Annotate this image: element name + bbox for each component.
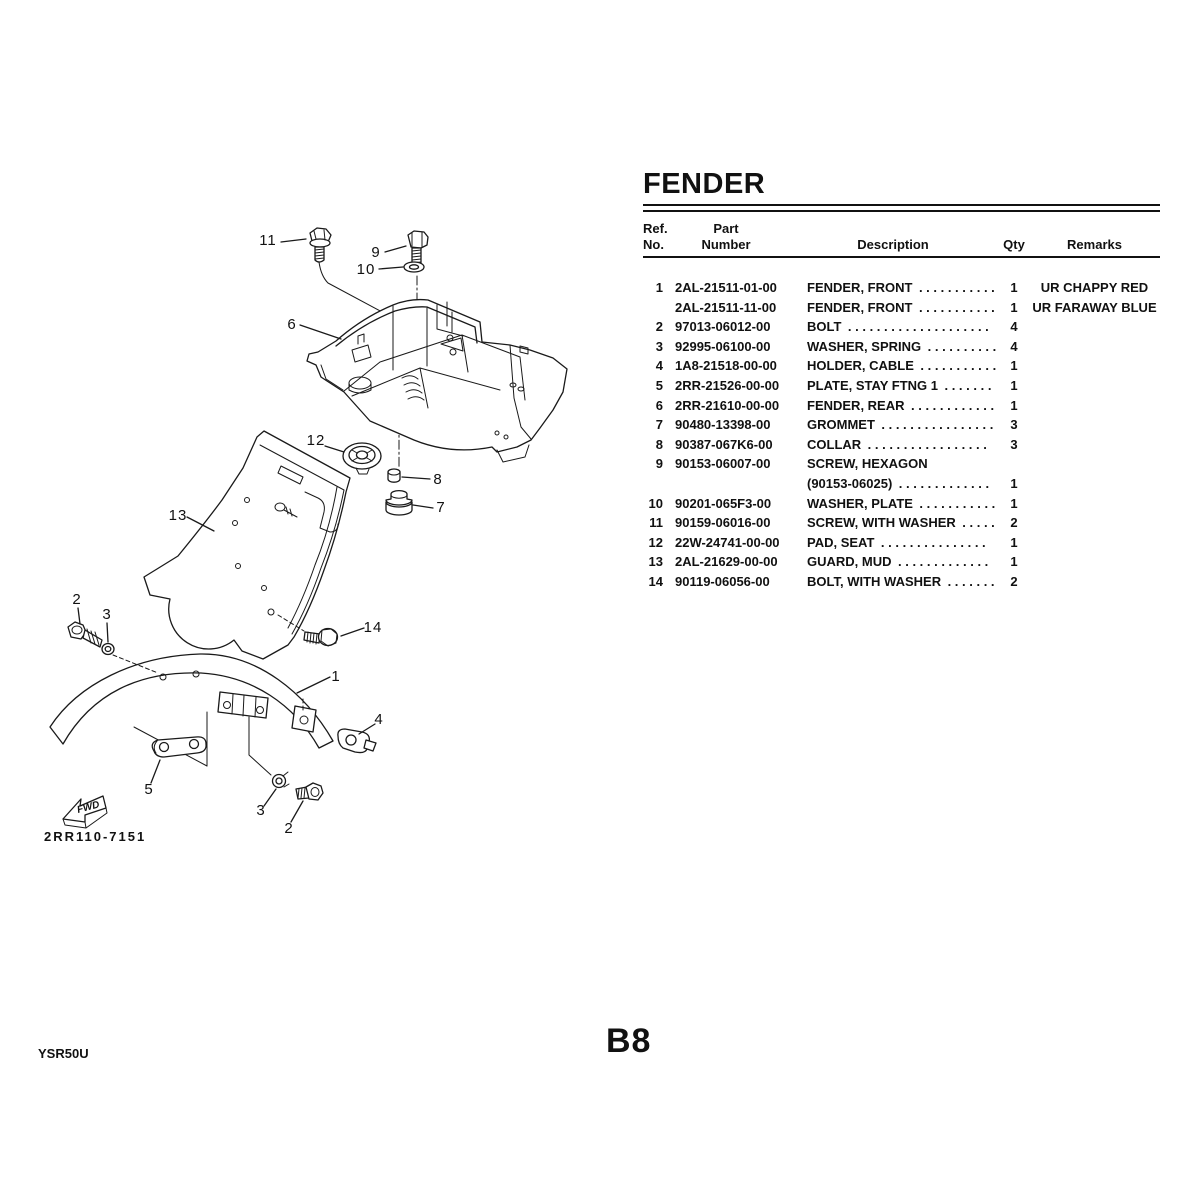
hexagon-screw-9-drawing bbox=[408, 231, 428, 266]
cell-ref-no: 6 bbox=[655, 397, 663, 413]
table-row bbox=[643, 396, 1160, 416]
cell-ref-no: 1 bbox=[655, 280, 663, 295]
cell-remarks bbox=[1029, 356, 1160, 376]
cell-ref-no: 7 bbox=[655, 417, 663, 433]
cell-ref-no: 14 bbox=[648, 573, 663, 589]
table-row bbox=[643, 513, 1160, 533]
cell-qty: 1 bbox=[1010, 475, 1018, 491]
callout-13: 13 bbox=[168, 507, 188, 524]
spring-washer-3-lower-drawing bbox=[273, 772, 290, 788]
callout-10: 10 bbox=[356, 261, 376, 278]
table-row bbox=[643, 278, 1160, 298]
cell-remarks bbox=[1029, 533, 1160, 553]
cell-remarks: UR CHAPPY RED bbox=[1040, 280, 1149, 295]
cable-holder-drawing bbox=[338, 729, 376, 753]
bolt-2-lower-drawing bbox=[296, 783, 323, 800]
cell-part-number: 2AL-21511-01-00 bbox=[675, 280, 777, 295]
page-number: B8 bbox=[606, 1022, 652, 1060]
cell-part-number: 2RR-21610-00-00 bbox=[675, 397, 780, 413]
screw-with-washer-11-drawing bbox=[310, 228, 331, 262]
cell-remarks bbox=[1029, 337, 1160, 357]
table-rows bbox=[643, 278, 1160, 592]
table-row bbox=[643, 337, 1160, 357]
cell-part-number: 2RR-21526-00-00 bbox=[675, 377, 780, 393]
callout-8: 8 bbox=[433, 471, 443, 488]
cell-ref-no: 10 bbox=[648, 495, 663, 511]
header-ref-line1: Ref. bbox=[643, 221, 668, 236]
cell-part-number: 22W-24741-00-00 bbox=[675, 534, 780, 550]
cell-description bbox=[807, 298, 999, 318]
cell-qty: 1 bbox=[1010, 554, 1018, 570]
description-line: WASHER, SPRING . . . . . . . . . . bbox=[807, 338, 997, 354]
table-row bbox=[643, 298, 1160, 318]
cell-remarks bbox=[1029, 552, 1160, 572]
cell-description bbox=[807, 396, 999, 416]
description-line: PLATE, STAY FTNG 1 . . . . . . . bbox=[807, 377, 992, 393]
cell-remarks bbox=[1029, 435, 1160, 455]
cell-ref-no: 9 bbox=[655, 456, 663, 472]
description-line: BOLT . . . . . . . . . . . . . . . . . . . . bbox=[807, 319, 989, 335]
cell-part-number: 2AL-21511-11-00 bbox=[675, 299, 777, 315]
cell-ref-no: 4 bbox=[655, 358, 663, 374]
rear-fender-drawing bbox=[307, 300, 567, 462]
table-row bbox=[643, 572, 1160, 592]
cell-remarks bbox=[1029, 494, 1160, 514]
callout-12: 12 bbox=[306, 432, 326, 449]
cell-qty: 4 bbox=[1010, 319, 1018, 335]
description-line: SCREW, HEXAGON bbox=[807, 456, 928, 472]
callout-9: 9 bbox=[371, 244, 381, 261]
cell-description bbox=[807, 435, 999, 455]
cell-ref-no: 3 bbox=[655, 338, 663, 354]
description-line: FENDER, FRONT . . . . . . . . . . . bbox=[807, 280, 995, 295]
bolt-2-left-drawing bbox=[68, 622, 102, 647]
cell-part-number: 90153-06007-00 bbox=[675, 456, 771, 472]
page-title: FENDER bbox=[643, 168, 766, 200]
cell-qty: 2 bbox=[1010, 515, 1018, 531]
description-line: BOLT, WITH WASHER . . . . . . . bbox=[807, 573, 995, 589]
parts-table bbox=[643, 168, 1160, 592]
cell-ref-no: 12 bbox=[648, 534, 663, 550]
cell-description bbox=[807, 356, 999, 376]
cell-remarks bbox=[1029, 415, 1160, 435]
header-remarks: Remarks bbox=[1067, 237, 1122, 252]
header-rule bbox=[643, 256, 1160, 258]
description-line: SCREW, WITH WASHER . . . . . bbox=[807, 515, 995, 531]
cell-remarks bbox=[1029, 376, 1160, 396]
cell-qty: 3 bbox=[1010, 436, 1018, 452]
collar-drawing bbox=[388, 469, 400, 482]
cell-remarks bbox=[1029, 317, 1160, 337]
cell-part-number: 97013-06012-00 bbox=[675, 319, 771, 335]
cell-part-number: 90480-13398-00 bbox=[675, 417, 771, 433]
cell-description bbox=[807, 572, 999, 592]
header-qty: Qty bbox=[1003, 237, 1025, 252]
header-part-line2: Number bbox=[701, 237, 751, 252]
diagram-code: 2RR110-7151 bbox=[44, 829, 147, 844]
grommet-drawing bbox=[386, 491, 412, 515]
table-row bbox=[643, 494, 1160, 514]
cell-description bbox=[807, 513, 999, 533]
cell-qty: 1 bbox=[1010, 397, 1018, 413]
table-row bbox=[643, 356, 1160, 376]
header-part-number bbox=[675, 221, 807, 253]
table-row bbox=[643, 415, 1160, 435]
cell-qty: 1 bbox=[1010, 358, 1018, 374]
cell-part-number: 90201-065F3-00 bbox=[675, 495, 772, 511]
callout-3-left: 3 bbox=[102, 606, 112, 623]
front-fender-drawing bbox=[50, 654, 333, 748]
cell-qty: 1 bbox=[1010, 495, 1018, 511]
table-row bbox=[643, 376, 1160, 396]
cell-ref-no: 13 bbox=[648, 554, 663, 570]
cell-remarks bbox=[1029, 513, 1160, 533]
description-line: WASHER, PLATE . . . . . . . . . . . bbox=[807, 495, 996, 511]
cell-description bbox=[807, 552, 999, 572]
cell-part-number: 92995-06100-00 bbox=[675, 338, 771, 354]
cell-qty: 1 bbox=[1010, 534, 1018, 550]
table-row bbox=[643, 552, 1160, 572]
header-ref-line2: No. bbox=[643, 237, 664, 252]
cell-description bbox=[807, 454, 999, 493]
cell-part-number: 1A8-21518-00-00 bbox=[675, 358, 777, 374]
fwd-label: FWD bbox=[75, 799, 101, 816]
model-code: YSR50U bbox=[38, 1046, 89, 1061]
cell-description bbox=[807, 376, 999, 396]
header-ref-no bbox=[643, 221, 675, 253]
callout-7: 7 bbox=[436, 499, 446, 516]
cell-remarks bbox=[1029, 454, 1160, 493]
description-line: GROMMET . . . . . . . . . . . . . . . . bbox=[807, 417, 994, 433]
cell-qty: 1 bbox=[1010, 377, 1018, 393]
cell-remarks: UR FARAWAY BLUE bbox=[1032, 299, 1157, 315]
header-part-line1: Part bbox=[713, 221, 739, 236]
callout-6: 6 bbox=[287, 316, 297, 333]
callout-3-lower: 3 bbox=[256, 802, 266, 819]
cell-qty: 3 bbox=[1010, 417, 1018, 433]
cell-qty: 1 bbox=[1010, 299, 1018, 315]
mud-guard-drawing bbox=[144, 431, 350, 659]
description-line: FENDER, REAR . . . . . . . . . . . . bbox=[807, 397, 995, 413]
description-line: FENDER, FRONT . . . . . . . . . . . bbox=[807, 299, 995, 315]
title-rule bbox=[643, 204, 1160, 212]
spring-washer-3-left-drawing bbox=[102, 644, 114, 655]
cell-ref-no: 11 bbox=[649, 515, 663, 531]
fwd-arrow bbox=[63, 796, 107, 828]
cell-remarks bbox=[1029, 572, 1160, 592]
description-line: GUARD, MUD . . . . . . . . . . . . . bbox=[807, 554, 989, 570]
table-row bbox=[643, 454, 1160, 493]
callout-2-lower: 2 bbox=[284, 820, 294, 837]
cell-part-number: 2AL-21629-00-00 bbox=[675, 554, 778, 570]
description-line: HOLDER, CABLE . . . . . . . . . . . bbox=[807, 358, 997, 374]
table-row bbox=[643, 533, 1160, 553]
bolt-with-washer-14-drawing bbox=[304, 629, 338, 647]
cell-qty: 1 bbox=[1010, 280, 1018, 295]
cell-qty: 2 bbox=[1010, 573, 1018, 589]
header-description: Description bbox=[857, 237, 929, 252]
cell-ref-no bbox=[643, 298, 675, 318]
cell-description bbox=[807, 317, 999, 337]
cell-description bbox=[807, 278, 999, 298]
description-line: PAD, SEAT . . . . . . . . . . . . . . . bbox=[807, 534, 986, 550]
callout-11: 11 bbox=[259, 232, 277, 249]
cell-description bbox=[807, 494, 999, 514]
table-row bbox=[643, 317, 1160, 337]
cell-remarks bbox=[1029, 396, 1160, 416]
seat-pad-drawing bbox=[343, 443, 381, 474]
cell-ref-no: 8 bbox=[655, 436, 663, 452]
cell-part-number: 90387-067K6-00 bbox=[675, 436, 773, 452]
cell-qty: 4 bbox=[1010, 338, 1018, 354]
callout-4: 4 bbox=[374, 711, 384, 728]
callout-5: 5 bbox=[144, 781, 154, 798]
exploded-parts-diagram bbox=[0, 0, 640, 900]
cell-ref-no: 5 bbox=[655, 377, 663, 393]
cell-part-number: 90159-06016-00 bbox=[675, 515, 771, 531]
plate-washer-10-drawing bbox=[404, 262, 424, 272]
table-row bbox=[643, 435, 1160, 455]
stay-plate-drawing bbox=[152, 737, 206, 757]
description-line: COLLAR . . . . . . . . . . . . . . . . . bbox=[807, 436, 987, 452]
cell-description bbox=[807, 415, 999, 435]
cell-ref-no: 2 bbox=[655, 319, 663, 335]
cell-description bbox=[807, 337, 999, 357]
cell-description bbox=[807, 533, 999, 553]
table-header bbox=[643, 221, 1160, 253]
callout-2-left: 2 bbox=[72, 591, 82, 608]
callout-14: 14 bbox=[363, 619, 383, 636]
callout-1: 1 bbox=[331, 668, 341, 685]
cell-part-number: 90119-06056-00 bbox=[675, 573, 770, 589]
description-line: (90153-06025) . . . . . . . . . . . . . bbox=[807, 475, 990, 491]
